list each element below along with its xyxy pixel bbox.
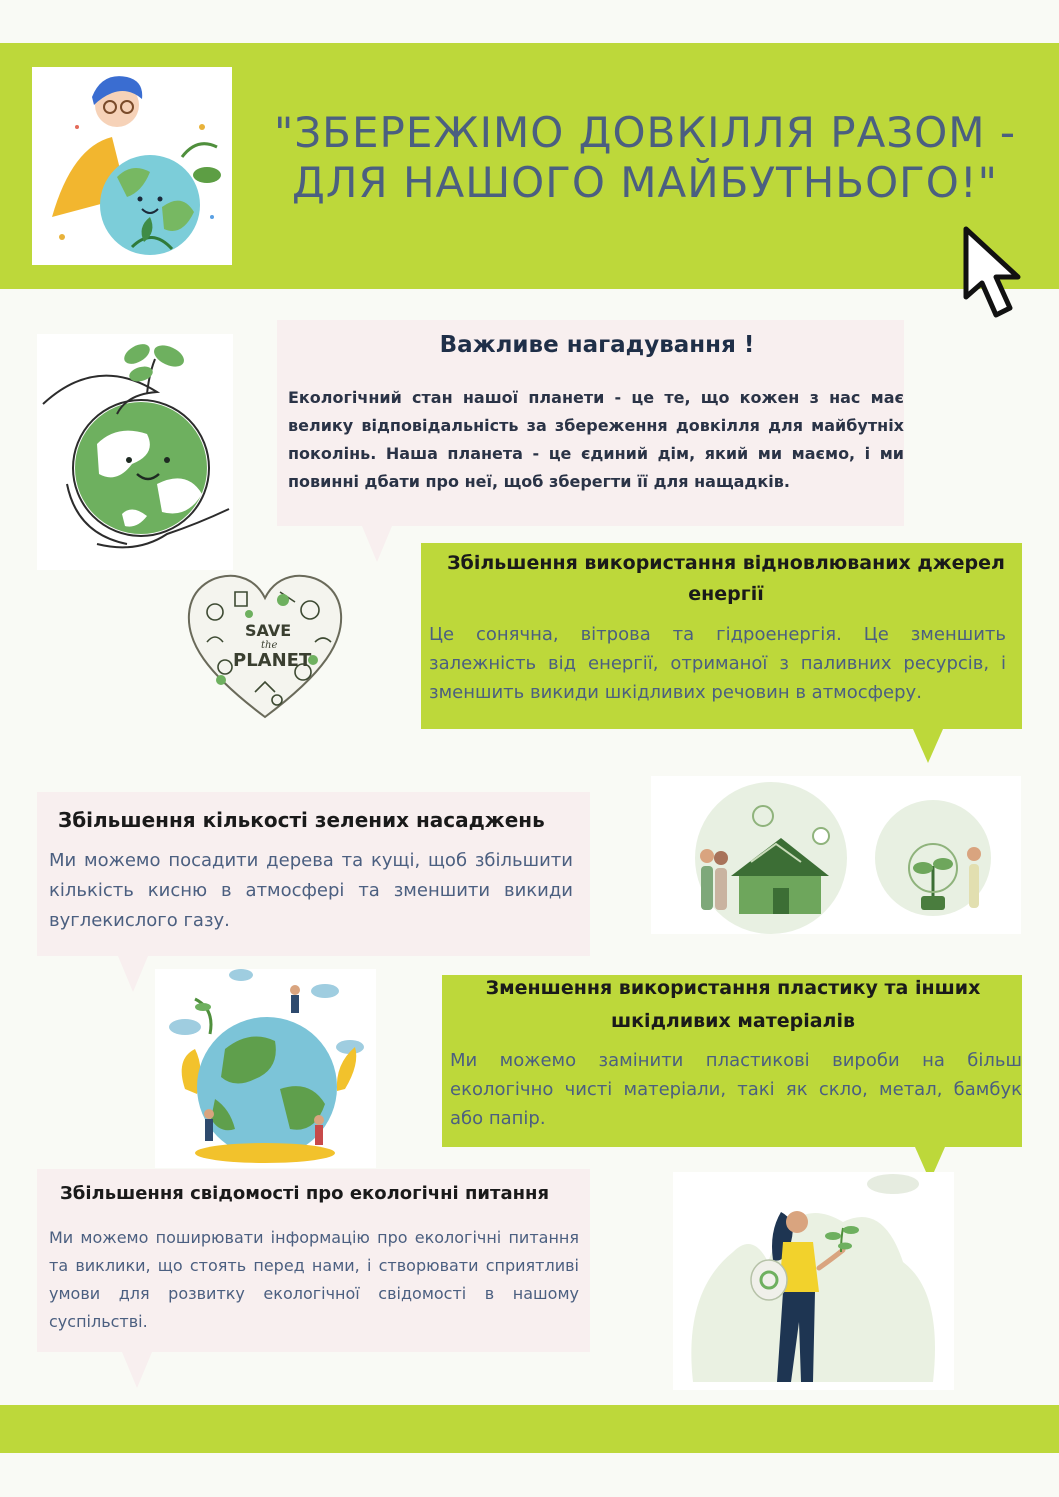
- renewable-energy-box-tail: [913, 729, 943, 763]
- woman-with-eco-bag-image: [673, 1172, 954, 1390]
- awareness-title: Збільшення свідомості про екологічні питання: [60, 1183, 550, 1204]
- greenery-text: Ми можемо посадити дерева та кущі, щоб збільшити кількість кисню в атмосфері та зменшити викиди вуглекислого газу.: [49, 850, 573, 931]
- eco-house-image: [651, 776, 1021, 934]
- title-line-1: "ЗБЕРЕЖІМО ДОВКІЛЛЯ РАЗОМ -: [273, 108, 1017, 157]
- greenery-title: Збільшення кількості зелених насаджень: [58, 808, 545, 832]
- heart-word-the: the: [261, 640, 278, 651]
- save-the-planet-heart-image: [185, 572, 345, 720]
- mouse-pointer-icon: [958, 223, 1028, 323]
- title-line-2: ДЛЯ НАШОГО МАЙБУТНЬОГО!": [292, 158, 998, 207]
- heart-word-save: SAVE: [245, 621, 292, 640]
- reminder-title: Важливе нагадування !: [439, 332, 755, 358]
- renewable-energy-title: Збільшення використання відновлюваних джерел енергії: [447, 552, 1005, 605]
- renewable-energy-text: Це сонячна, вітрова та гідроенергія. Це зменшить залежність від енергії, отриманої з паливних ресурсів, і зменшить викиди шкідливих речовин в атмосферу.: [429, 624, 1006, 703]
- hands-holding-earth-image: [37, 334, 233, 570]
- heart-word-planet: PLANET: [233, 650, 312, 671]
- awareness-box-tail: [122, 1352, 152, 1388]
- awareness-text: Ми можемо поширювати інформацію про екологічні питання та виклики, що стоять перед нами, і створювати сприятливі умови для розвитку екологічної свідомості в нашому суспільстві.: [49, 1228, 579, 1331]
- footer-band: [0, 1405, 1059, 1453]
- plastic-reduction-title: Зменшення використання пластику та інших шкідливих матеріалів: [485, 977, 981, 1032]
- greenery-box-tail: [118, 956, 148, 992]
- page-title: [250, 108, 1040, 208]
- plastic-reduction-text: Ми можемо замінити пластикові вироби на більш екологічно чисті матеріали, такі як скло, метал, бамбук або папір.: [450, 1050, 1022, 1129]
- reminder-box-tail: [362, 526, 392, 562]
- boy-hugging-earth-image: [32, 67, 232, 265]
- people-caring-for-globe-image: [155, 969, 376, 1168]
- reminder-text: Екологічний стан нашої планети - це те, що кожен з нас має велику відповідальність за збереження довкілля для майбутніх поколінь. Наша планета - це єдиний дім, який ми маємо, і ми повинні дбати про неї, щоб зберегти її для нащадків.: [288, 388, 904, 491]
